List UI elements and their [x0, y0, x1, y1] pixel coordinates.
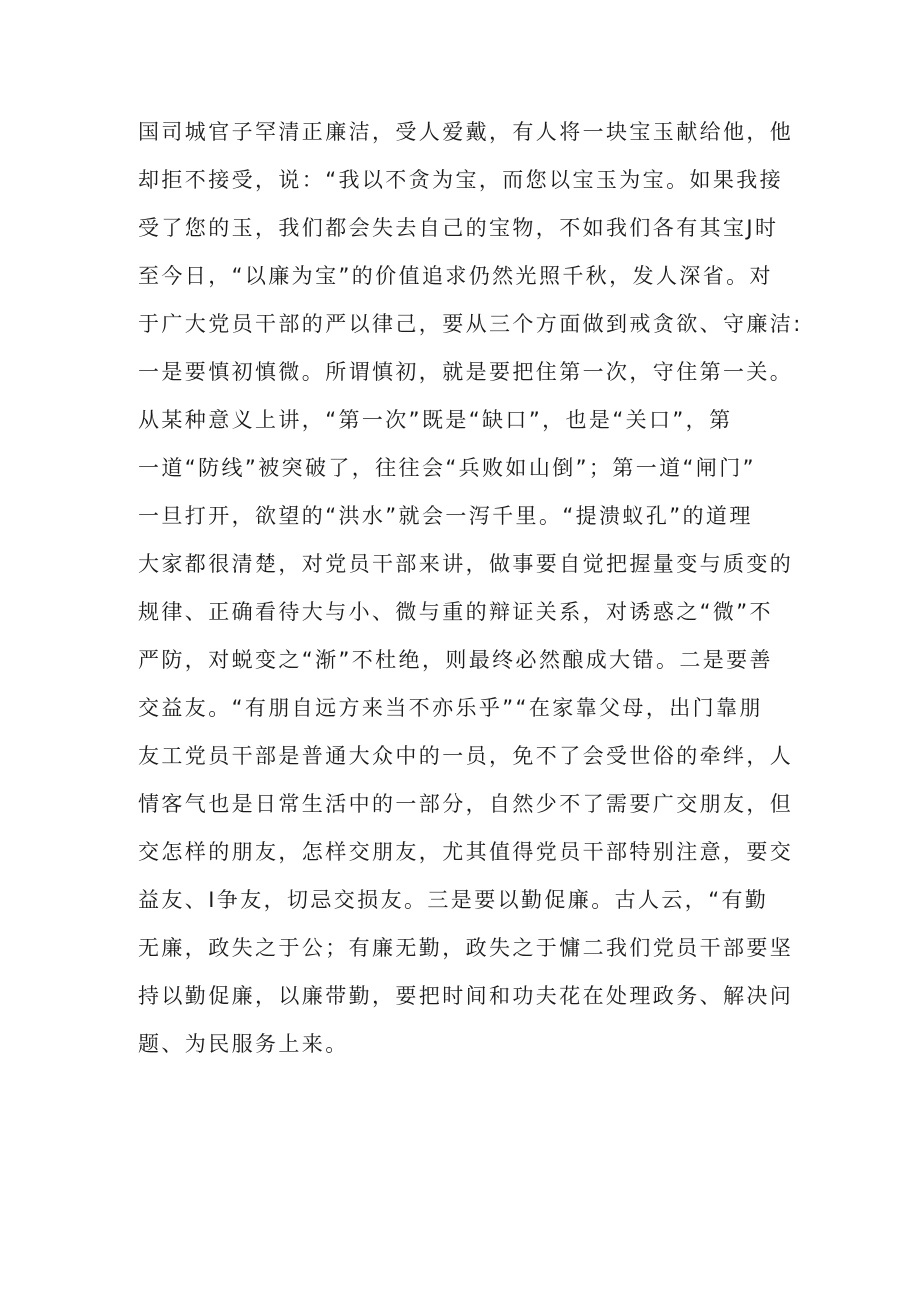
text-line: 国司城官子罕清正廉洁，受人爱戴，有人将一块宝玉献给他，他	[138, 120, 794, 144]
text-line: 持以勤促廉，以廉带勤，要把时间和功夫花在处理政务、解决问	[138, 984, 794, 1008]
text-line: 于广大党员干部的严以律己，要从三个方面做到戒贪欲、守廉洁:	[138, 312, 803, 336]
text-line: 一道“防线”被突破了，往往会“兵败如山倒”；第一道“闸门”	[138, 456, 756, 480]
text-line: 大家都很清楚，对党员干部来讲，做事要自觉把握量变与质变的	[138, 552, 794, 576]
text-line: 题、为民服务上来。	[138, 1032, 349, 1056]
body-paragraph	[138, 108, 803, 1068]
text-line: 受了您的玉，我们都会失去自己的宝物，不如我们各有其宝J时	[138, 216, 779, 240]
text-line: 交怎样的朋友，怎样交朋友，尤其值得党员干部特别注意，要交	[138, 840, 794, 864]
text-line: 益友、I争友，切忌交损友。三是要以勤促廉。古人云，“有勤	[138, 888, 769, 912]
text-line: 交益友。“有朋自远方来当不亦乐乎”“在家靠父母，出门靠朋	[138, 696, 763, 720]
text-line: 一是要慎初慎微。所谓慎初，就是要把住第一次，守住第一关。	[138, 360, 794, 384]
text-line: 至今日，“以廉为宝”的价值追求仍然光照千秋，发人深省。对	[138, 264, 773, 288]
text-line: 无廉，政失之于公；有廉无勤，政失之于慵二我们党员干部要坚	[138, 936, 794, 960]
text-line: 从某种意义上讲，“第一次”既是“缺口”，也是“关口”，第	[138, 408, 733, 432]
text-line: 规律、正确看待大与小、微与重的辩证关系，对诱惑之“微”不	[138, 600, 773, 624]
text-line: 却拒不接受，说：“我以不贪为宝，而您以宝玉为宝。如果我接	[138, 168, 784, 192]
text-line: 友工党员干部是普通大众中的一员，免不了会受世俗的牵绊，人	[138, 744, 794, 768]
text-line: 情客气也是日常生活中的一部分，自然少不了需要广交朋友，但	[138, 792, 794, 816]
text-line: 一旦打开，欲望的“洪水”就会一泻千里。“提溃蚁孔”的道理	[138, 504, 753, 528]
text-line: 严防，对蜕变之“渐”不杜绝，则最终必然酿成大错。二是要善	[138, 648, 773, 672]
